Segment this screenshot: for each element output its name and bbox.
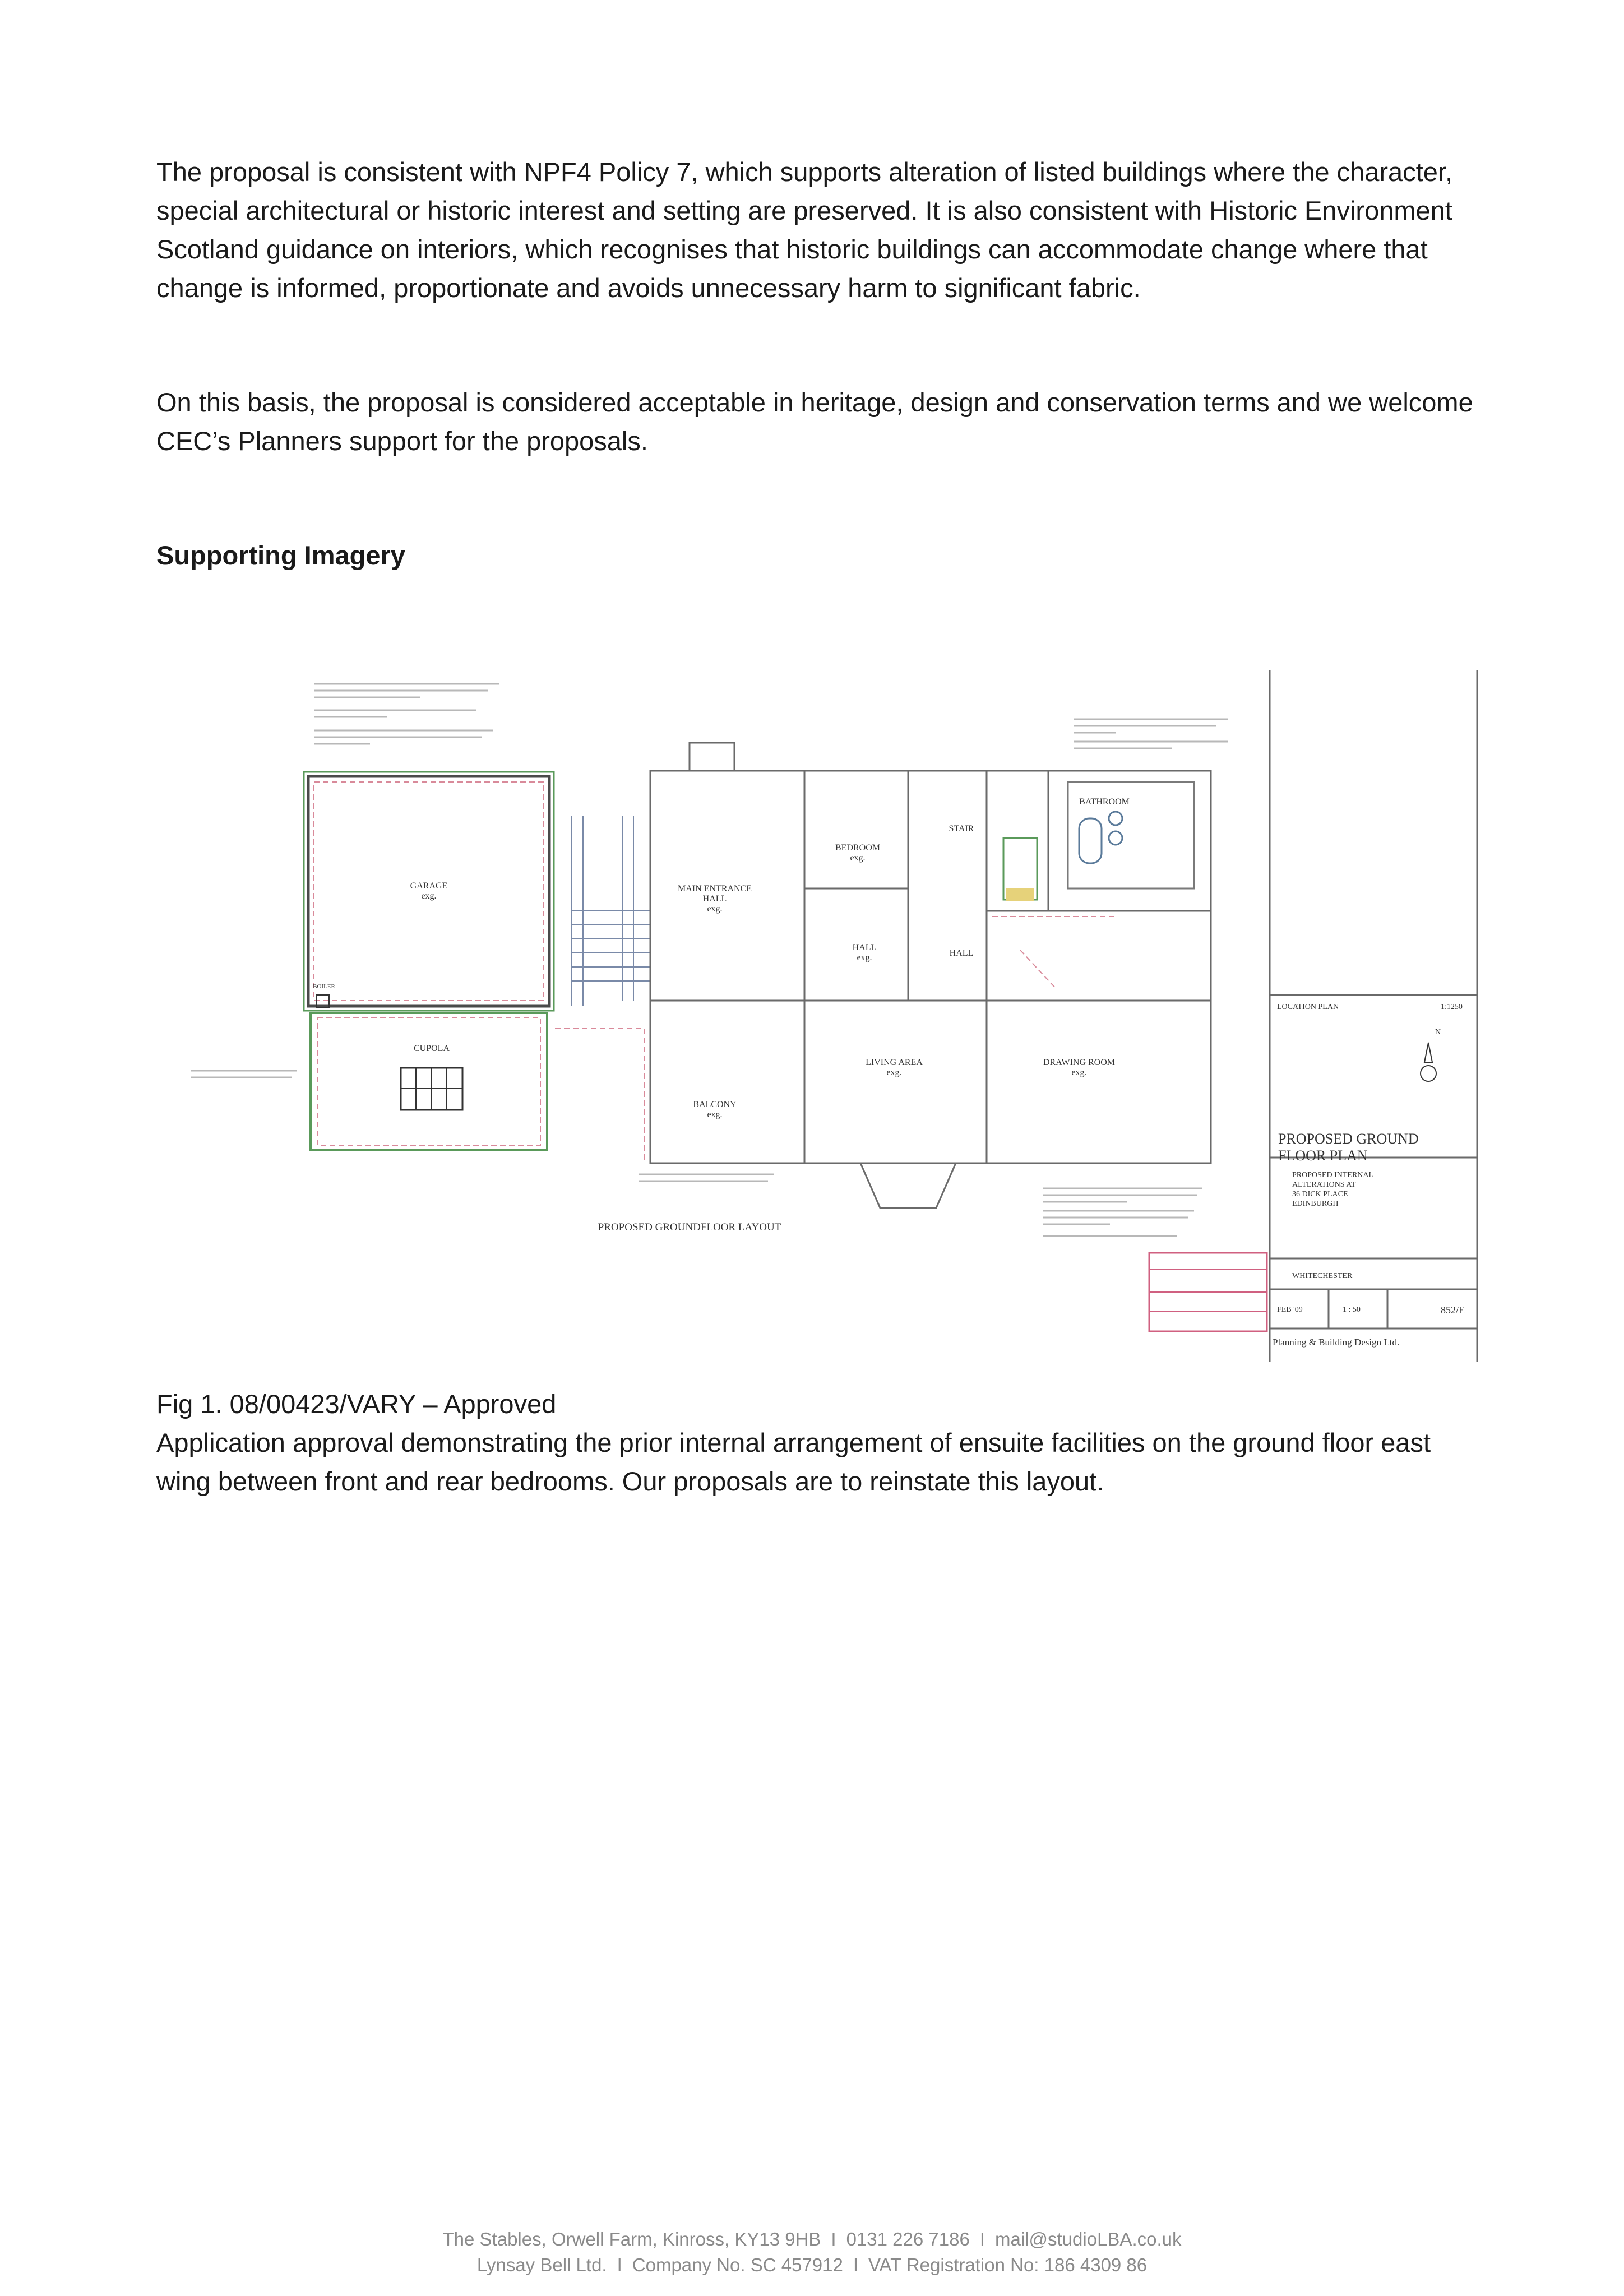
footer-company-no: Company No. SC 457912 [632, 2255, 843, 2275]
tb-location-plan: LOCATION PLAN [1277, 1003, 1339, 1011]
annotation-notes [191, 684, 1228, 1236]
footer-email[interactable]: mail@studioLBA.co.uk [995, 2229, 1182, 2249]
label-living-area: LIVING AREA [866, 1058, 923, 1067]
tb-project-4: EDINBURGH [1292, 1200, 1339, 1208]
footer-line-1 [0, 2226, 1624, 2252]
tb-location-scale: 1:1250 [1441, 1003, 1463, 1011]
label-stair: STAIR [949, 824, 974, 834]
tb-drawing-title-1: PROPOSED GROUND [1278, 1131, 1419, 1147]
garage-block [304, 772, 554, 1150]
section-heading: Supporting Imagery [156, 540, 405, 570]
planning-stamp [1149, 1253, 1267, 1331]
floor-plan-drawing [185, 670, 1480, 1362]
caption-title: Fig 1. 08/00423/VARY – Approved [156, 1389, 557, 1419]
footer-line-2 [0, 2252, 1624, 2278]
tb-project-3: 36 DICK PLACE [1292, 1190, 1348, 1198]
figure-caption [156, 1385, 1491, 1501]
tb-date: FEB '09 [1277, 1306, 1303, 1314]
footer-separator: I [831, 2229, 836, 2249]
label-drawing-room: DRAWING ROOM [1043, 1058, 1116, 1067]
page-footer [0, 2226, 1624, 2278]
tb-scale: 1 : 50 [1343, 1306, 1361, 1314]
north-arrow-icon [1424, 1043, 1432, 1062]
label-bathroom: BATHROOM [1079, 797, 1130, 807]
paragraph-policy: The proposal is consistent with NPF4 Policy 7, which supports alteration of listed buildings where the character, special architectural or historic interest and setting are preserved. It is also consistent with Historic Environment Scotland guidance on interiors, which recognises that historic buildings can accommodate change where that change is informed, proportionate and avoids unnecessary harm to significant fabric. [156, 157, 1452, 303]
tb-drawing-no: 852/E [1441, 1304, 1465, 1316]
label-bedroom: BEDROOM [835, 843, 881, 853]
tb-firm: Planning & Building Design Ltd. [1273, 1337, 1400, 1348]
label-garage-sub: exg. [421, 891, 437, 901]
label-layout-title: PROPOSED GROUNDFLOOR LAYOUT [598, 1221, 781, 1233]
tb-client: WHITECHESTER [1292, 1272, 1353, 1280]
caption-text: Application approval demonstrating the prior internal arrangement of ensuite facilities on the ground floor east wing between front and rear bedrooms. Our proposals are to reinstate this layout. [156, 1428, 1431, 1496]
label-drawing-exg: exg. [1071, 1068, 1087, 1077]
tb-drawing-title-2: FLOOR PLAN [1278, 1147, 1368, 1164]
label-balcony: BALCONY [693, 1100, 737, 1109]
footer-phone: 0131 226 7186 [846, 2229, 970, 2249]
title-block-text [1273, 1003, 1465, 1348]
paragraph-conclusion: On this basis, the proposal is considered acceptable in heritage, design and conservation terms and we welcome CEC’s Planners support for the proposals. [156, 387, 1473, 456]
title-block [1270, 670, 1477, 1362]
tb-project-2: ALTERATIONS AT [1292, 1181, 1356, 1189]
footer-separator: I [979, 2229, 985, 2249]
label-entrance-hall: HALL [702, 894, 727, 904]
footer-separator: I [853, 2255, 858, 2275]
bathroom-fittings [1003, 812, 1122, 901]
label-hall-2: HALL [949, 948, 974, 958]
label-hall-exg: exg. [857, 953, 872, 962]
label-garage: GARAGE [410, 881, 448, 891]
label-boiler: BOILER [313, 983, 335, 990]
label-main-entrance: MAIN ENTRANCE [678, 884, 752, 894]
label-hall: HALL [852, 943, 877, 952]
footer-address: The Stables, Orwell Farm, Kinross, KY13 9HB [442, 2229, 821, 2249]
floor-plan-figure [185, 670, 1480, 1362]
tb-project-1: PROPOSED INTERNAL [1292, 1171, 1374, 1179]
label-entrance-exg: exg. [707, 904, 723, 914]
tb-north: N [1435, 1028, 1441, 1036]
footer-vat: VAT Registration No: 186 4309 86 [868, 2255, 1148, 2275]
label-cupola: CUPOLA [413, 1044, 450, 1053]
label-living-exg: exg. [886, 1068, 902, 1077]
label-bedroom-exg: exg. [850, 853, 866, 863]
label-balcony-exg: exg. [707, 1110, 723, 1119]
entrance-steps [572, 816, 650, 1006]
footer-separator: I [617, 2255, 622, 2275]
footer-company: Lynsay Bell Ltd. [476, 2255, 607, 2275]
house-walls [650, 743, 1211, 1208]
